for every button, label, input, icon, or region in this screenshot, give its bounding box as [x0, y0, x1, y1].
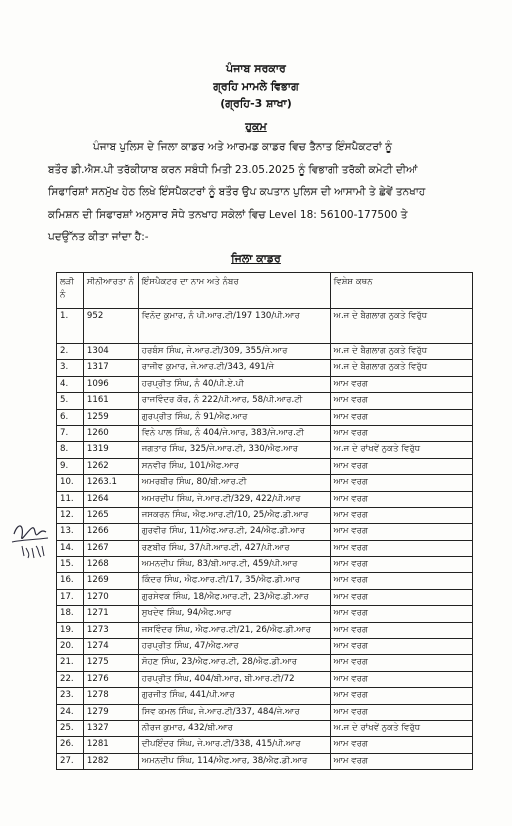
cell-remark: ਆਮ ਵਰਗ	[330, 557, 472, 573]
cell-name: ਰਾਜੀਵ ਕੁਮਾਰ, ਜੇ.ਆਰ.ਟੀ/343, 491/ਜੇ	[138, 360, 330, 376]
cell-remark: ਅ.ਜ ਦੇ ਰਾਂਖਵੇਂ ਨੁਕਤੇ ਵਿਰੁੱਧ	[330, 442, 472, 458]
cell-serial: 10.	[57, 475, 84, 491]
paragraph-line: ਪੰਜਾਬ ਪੁਲਿਸ ਦੇ ਜਿਲਾ ਕਾਡਰ ਅਤੇ ਆਰਮਡ ਕਾਡਰ ਵਿਚ ਤੈਨਾਤ ਇੰਸਪੈਕਟਰਾਂ ਨੂੰ	[93, 141, 392, 153]
cell-seniority: 1269	[83, 573, 138, 589]
cell-remark: ਆਮ ਵਰਗ	[330, 458, 472, 474]
cell-seniority: 1282	[83, 753, 138, 769]
cell-seniority: 1317	[83, 360, 138, 376]
cell-serial: 25.	[57, 720, 84, 736]
paragraph-line: ਸਿਫਾਰਿਸ਼ਾਂ ਸਨਮੁੱਖ ਹੇਠ ਲਿਖੇ ਇੰਸਪੈਕਟਰਾਂ ਨੂੰ ਬਤੌਰ ਉਪ ਕਪਤਾਨ ਪੁਲਿਸ ਦੀ ਆਸਾਮੀ ਤੇ ਛੇਵੇਂ ਤਨਖਾਹ	[48, 186, 426, 198]
cell-name: ਗੁਰਪ੍ਰੀਤ ਸਿੰਘ, ਨੰ 91/ਐਫ.ਆਰ	[138, 409, 330, 425]
promotion-table	[56, 272, 473, 770]
cell-serial: 19.	[57, 622, 84, 638]
table-row	[57, 589, 473, 605]
cell-seniority: 1268	[83, 557, 138, 573]
cell-name: ਹਰਪ੍ਰੀਤ ਸਿੰਘ, 404/ਬੀ.ਆਰ, ਬੀ.ਆਰ.ਟੀ/72	[138, 671, 330, 687]
cell-seniority: 952	[83, 309, 138, 344]
table-row	[57, 393, 473, 409]
table-row	[57, 491, 473, 507]
table-row	[57, 753, 473, 769]
table-row	[57, 622, 473, 638]
cell-remark: ਆਮ ਵਰਗ	[330, 639, 472, 655]
cell-serial: 3.	[57, 360, 84, 376]
table-row	[57, 720, 473, 736]
cell-serial: 11.	[57, 491, 84, 507]
cell-serial: 5.	[57, 393, 84, 409]
cell-serial: 13.	[57, 524, 84, 540]
department-title: ਗ੍ਰਹਿ ਮਾਮਲੇ ਵਿਭਾਗ	[213, 80, 299, 93]
cell-remark: ਆਮ ਵਰਗ	[330, 606, 472, 622]
cell-name: ਗੁਰਜੀਤ ਸਿੰਘ, 441/ਪੀ.ਆਰ	[138, 688, 330, 704]
table-row	[57, 688, 473, 704]
cell-seniority: 1262	[83, 458, 138, 474]
table-row	[57, 671, 473, 687]
cell-name: ਅਮਰਦੀਪ ਸਿੰਘ, ਜੇ.ਆਰ.ਟੀ/329, 422/ਪੀ.ਆਰ	[138, 491, 330, 507]
branch-title: (ਗ੍ਰਹਿ-3 ਸ਼ਾਖਾ)	[220, 97, 292, 110]
cell-remark: ਅ.ਜ ਦੇ ਬੈਗਲਾਗ ਨੁਕਤੇ ਵਿਰੁੱਧ	[330, 309, 472, 344]
table-row	[57, 360, 473, 376]
cell-serial: 22.	[57, 671, 84, 687]
cell-name: ਹਰਬੰਸ ਸਿੰਘ, ਜੇ.ਆਰ.ਟੀ/309, 355/ਜੇ.ਆਰ	[138, 344, 330, 360]
cell-seniority: 1304	[83, 344, 138, 360]
cell-serial: 7.	[57, 425, 84, 441]
cell-name: ਗੁਰਵੀਰ ਸਿੰਘ, 11/ਐਫ.ਆਰ.ਟੀ, 24/ਐਫ.ਡੀ.ਆਰ	[138, 524, 330, 540]
cell-serial: 15.	[57, 557, 84, 573]
cell-seniority: 1271	[83, 606, 138, 622]
cell-remark: ਆਮ ਵਰਗ	[330, 671, 472, 687]
table-header-row	[57, 273, 473, 309]
cell-name: ਸਿਵ ਕਮਲ ਸਿੰਘ, ਜੇ.ਆਰ.ਟੀ/337, 484/ਜੇ.ਆਰ	[138, 704, 330, 720]
cell-name: ਵਿਨੋਦ ਕੁਮਾਰ, ਨੰ ਪੀ.ਆਰ.ਟੀ/197 130/ਪੀ.ਆਰ	[138, 309, 330, 344]
cell-name: ਗੁਰਸੇਵਕ ਸਿੰਘ, 18/ਐਫ.ਆਰ.ਟੀ, 23/ਐਫ.ਡੀ.ਆਰ	[138, 589, 330, 605]
cell-remark: ਆਮ ਵਰਗ	[330, 376, 472, 392]
cell-name: ਸਨਵੀਰ ਸਿੰਘ, 101/ਐਫ.ਆਰ	[138, 458, 330, 474]
cell-serial: 4.	[57, 376, 84, 392]
cell-seniority: 1279	[83, 704, 138, 720]
cell-remark: ਆਮ ਵਰਗ	[330, 524, 472, 540]
table-row	[57, 507, 473, 523]
cell-seniority: 1275	[83, 655, 138, 671]
cell-seniority: 1281	[83, 737, 138, 753]
cell-remark: ਅ.ਜ ਦੇ ਬੈਗਲਾਗ ਨੁਕਤੇ ਵਿਰੁੱਧ	[330, 360, 472, 376]
cell-remark: ਆਮ ਵਰਗ	[330, 507, 472, 523]
cell-serial: 9.	[57, 458, 84, 474]
cell-name: ਰਣਬੀਰ ਸਿੰਘ, 37/ਪੀ.ਆਰ.ਟੀ, 427/ਪੀ.ਆਰ	[138, 540, 330, 556]
cell-seniority: 1264	[83, 491, 138, 507]
cell-serial: 18.	[57, 606, 84, 622]
section-title: ਜਿਲਾ ਕਾਡਰ	[231, 252, 281, 265]
cell-name: ਸੋਹਣ ਸਿੰਘ, 23/ਐਫ.ਆਰ.ਟੀ, 28/ਐਫ.ਡੀ.ਆਰ	[138, 655, 330, 671]
cell-remark: ਆਮ ਵਰਗ	[330, 589, 472, 605]
cell-remark: ਆਮ ਵਰਗ	[330, 753, 472, 769]
cell-seniority: 1278	[83, 688, 138, 704]
cell-seniority: 1327	[83, 720, 138, 736]
cell-serial: 27.	[57, 753, 84, 769]
cell-remark: ਆਮ ਵਰਗ	[330, 425, 472, 441]
table-row	[57, 344, 473, 360]
cell-name: ਵਿਨੇ ਪਾਲ ਸਿੰਘ, ਨੰ 404/ਜੇ.ਆਰ, 383/ਜੇ.ਆਰ.ਟੀ	[138, 425, 330, 441]
cell-seniority: 1263.1	[83, 475, 138, 491]
cell-serial: 2.	[57, 344, 84, 360]
paragraph-line: ਕਮਿਸ਼ਨ ਦੀ ਸਿਫਾਰਸ਼ਾਂ ਅਨੁਸਾਰ ਸੋਧੇ ਤਨਖਾਹ ਸਕੇਲਾਂ ਵਿਚ Level 18: 56100-177500 ਤੇ	[48, 208, 408, 221]
cell-seniority: 1259	[83, 409, 138, 425]
cell-seniority: 1266	[83, 524, 138, 540]
header-name: ਇੰਸਪੈਕਟਰ ਦਾ ਨਾਮ ਅਤੇ ਨੰਬਰ	[138, 273, 330, 309]
table-row	[57, 639, 473, 655]
cell-serial: 14.	[57, 540, 84, 556]
table-row	[57, 540, 473, 556]
order-paragraph	[48, 136, 464, 249]
cell-name: ਸੁਖਦੇਵ ਸਿੰਘ, 94/ਐਫ.ਆਰ	[138, 606, 330, 622]
cell-name: ਜਸਵਿੰਦਰ ਸਿੰਘ, ਐਫ.ਆਰ.ਟੀ/21, 26/ਐਫ.ਡੀ.ਆਰ	[138, 622, 330, 638]
cell-name: ਦੀਪਇੰਦਰ ਸਿੰਘ, ਜੇ.ਆਰ.ਟੀ/338, 415/ਪੀ.ਆਰ	[138, 737, 330, 753]
cell-seniority: 1260	[83, 425, 138, 441]
table-row	[57, 475, 473, 491]
cell-name: ਜਗਤਾਰ ਸਿੰਘ, 325/ਜੇ.ਆਰ.ਟੀ, 330/ਐਫ.ਆਰ	[138, 442, 330, 458]
table-row	[57, 704, 473, 720]
table-row	[57, 376, 473, 392]
order-heading: ਹੁਕਮ	[245, 120, 267, 133]
table-body	[57, 309, 473, 770]
cell-seniority: 1273	[83, 622, 138, 638]
paragraph-line: ਬਤੌਰ ਡੀ.ਐਸ.ਪੀ ਤਰੱਕੀਯਾਬ ਕਰਨ ਸਬੰਧੀ ਮਿਤੀ 23.05.2025 ਨੂੰ ਵਿਭਾਗੀ ਤਰੱਕੀ ਕਮੇਟੀ ਦੀਆਂ	[48, 163, 418, 176]
cell-remark: ਆਮ ਵਰਗ	[330, 573, 472, 589]
cell-serial: 24.	[57, 704, 84, 720]
cell-serial: 6.	[57, 409, 84, 425]
cell-serial: 16.	[57, 573, 84, 589]
cell-name: ਜਸਕਰਨ ਸਿੰਘ, ਐਫ.ਆਰ.ਟੀ/10, 25/ਐਫ.ਡੀ.ਆਰ	[138, 507, 330, 523]
table-row	[57, 557, 473, 573]
signature-image	[8, 516, 52, 564]
cell-seniority: 1161	[83, 393, 138, 409]
cell-name: ਨੀਰਜ ਕੁਮਾਰ, 432/ਬੀ.ਆਰ	[138, 720, 330, 736]
table-row	[57, 442, 473, 458]
cell-remark: ਅ.ਜ ਦੇ ਬੈਗਲਾਗ ਨੁਕਤੇ ਵਿਰੁੱਧ	[330, 344, 472, 360]
table-row	[57, 409, 473, 425]
cell-seniority: 1319	[83, 442, 138, 458]
cell-serial: 8.	[57, 442, 84, 458]
cell-seniority: 1267	[83, 540, 138, 556]
cell-remark: ਆਮ ਵਰਗ	[330, 475, 472, 491]
table-row	[57, 309, 473, 344]
table-row	[57, 458, 473, 474]
cell-name: ਹਰਪ੍ਰੀਤ ਸਿੰਘ, ਨੰ 40/ਪੀ.ਏ.ਪੀ	[138, 376, 330, 392]
cell-name: ਕਿੰਦਰ ਸਿੰਘ, ਐਫ.ਆਰ.ਟੀ/17, 35/ਐਫ.ਡੀ.ਆਰ	[138, 573, 330, 589]
paragraph-line: ਪਦਉੱਨਤ ਕੀਤਾ ਜਾਂਦਾ ਹੈ:-	[48, 231, 149, 243]
cell-serial: 17.	[57, 589, 84, 605]
government-title: ਪੰਜਾਬ ਸਰਕਾਰ	[226, 62, 286, 75]
cell-seniority: 1270	[83, 589, 138, 605]
cell-remark: ਅ.ਜ ਦੇ ਰਾਂਖਵੇਂ ਨੁਕਤੇ ਵਿਰੁੱਧ	[330, 720, 472, 736]
table-row	[57, 606, 473, 622]
table-row	[57, 655, 473, 671]
cell-seniority: 1265	[83, 507, 138, 523]
cell-remark: ਆਮ ਵਰਗ	[330, 688, 472, 704]
cell-serial: 26.	[57, 737, 84, 753]
header-serial: ਲੜੀ ਨੰ	[57, 273, 84, 309]
cell-name: ਅਮਨਦੀਪ ਸਿੰਘ, 83/ਬੀ.ਆਰ.ਟੀ, 459/ਪੀ.ਆਰ	[138, 557, 330, 573]
cell-remark: ਆਮ ਵਰਗ	[330, 622, 472, 638]
cell-serial: 20.	[57, 639, 84, 655]
cell-serial: 12.	[57, 507, 84, 523]
cell-remark: ਆਮ ਵਰਗ	[330, 393, 472, 409]
table-row	[57, 573, 473, 589]
table-row	[57, 425, 473, 441]
table-row	[57, 737, 473, 753]
cell-name: ਰਾਜਵਿੰਦਰ ਕੌਰ, ਨੰ 222/ਪੀ.ਆਰ, 58/ਪੀ.ਆਰ.ਟੀ	[138, 393, 330, 409]
header-remarks: ਵਿਸ਼ੇਸ਼ ਕਥਨ	[330, 273, 472, 309]
cell-remark: ਆਮ ਵਰਗ	[330, 491, 472, 507]
header-seniority: ਸੀਨੀਆਰਤਾ ਨੰ	[83, 273, 138, 309]
cell-remark: ਆਮ ਵਰਗ	[330, 737, 472, 753]
cell-name: ਹਰਪ੍ਰੀਤ ਸਿੰਘ, 47/ਐਫ.ਆਰ	[138, 639, 330, 655]
table-row	[57, 524, 473, 540]
cell-seniority: 1274	[83, 639, 138, 655]
cell-serial: 23.	[57, 688, 84, 704]
cell-remark: ਆਮ ਵਰਗ	[330, 655, 472, 671]
cell-seniority: 1276	[83, 671, 138, 687]
cell-serial: 21.	[57, 655, 84, 671]
cell-remark: ਆਮ ਵਰਗ	[330, 704, 472, 720]
cell-seniority: 1096	[83, 376, 138, 392]
cell-name: ਅਮਨਦੀਪ ਸਿੰਘ, 114/ਐਫ.ਆਰ, 38/ਐਫ.ਡੀ.ਆਰ	[138, 753, 330, 769]
cell-name: ਅਮਰਬੀਰ ਸਿੰਘ, 80/ਬੀ.ਆਰ.ਟੀ	[138, 475, 330, 491]
cell-serial: 1.	[57, 309, 84, 344]
cell-remark: ਆਮ ਵਰਗ	[330, 409, 472, 425]
cell-remark: ਆਮ ਵਰਗ	[330, 540, 472, 556]
